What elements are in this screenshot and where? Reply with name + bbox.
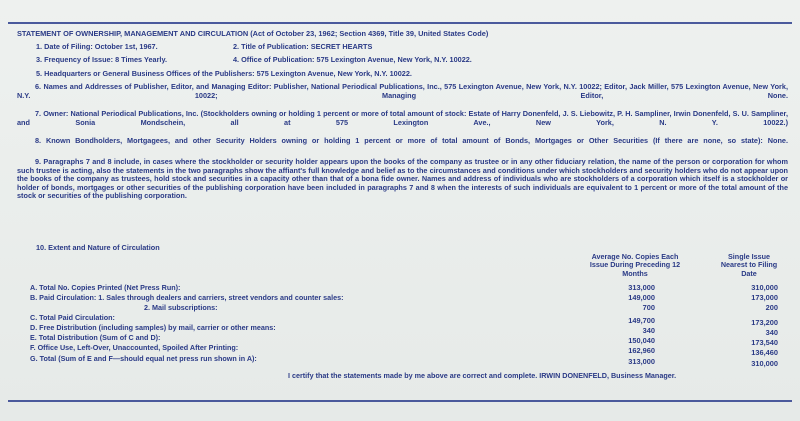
row-a-average: 313,000 [628,283,655,292]
row-c-label: C. Total Paid Circulation: [30,313,115,322]
row-g-single: 310,000 [751,359,778,368]
item-8 [17,137,788,154]
row-c-single: 173,200 [751,318,778,327]
col-average-heading: Average No. Copies Each Issue During Preceding 12 Months [589,252,681,278]
item-1: 1. Date of Filing: October 1st, 1967. [36,42,158,51]
row-c-average: 149,700 [628,316,655,325]
row-e-single: 173,540 [751,338,778,347]
row-b2-single: 200 [765,303,778,312]
row-b1-label: B. Paid Circulation: 1. Sales through dealers and carriers, street vendors and counter sales: [30,293,344,302]
item-4: 4. Office of Publication: 575 Lexington Avenue, New York, N.Y. 10022. [233,55,472,64]
row-a-label: A. Total No. Copies Printed (Net Press Run): [30,283,181,292]
item-6 [17,83,788,109]
circulation-heading: 10. Extent and Nature of Circulation [36,243,160,252]
row-b1-single: 173,000 [751,293,778,302]
row-b2-label: 2. Mail subscriptions: [144,303,218,312]
row-f-average: 162,960 [628,346,655,355]
row-g-average: 313,000 [628,357,655,366]
row-d-single: 340 [765,328,778,337]
row-e-label: E. Total Distribution (Sum of C and D): [30,333,161,342]
bottom-rule [8,400,792,402]
item-8-text: 8. Known Bondholders, Mortgagees, and other Security Holders owning or holding 1 percent or more of total amount of Bonds, Mortgages or Other Securities (If there are none, so state): None. [35,136,788,145]
certification: I certify that the statements made by me above are correct and complete. IRWIN DONENFELD, Business Manager. [288,371,677,380]
top-rule [8,22,792,24]
row-b1-average: 149,000 [628,293,655,302]
row-b2-average: 700 [642,303,655,312]
item-9 [17,158,788,201]
item-7 [17,110,788,136]
row-e-average: 150,040 [628,336,655,345]
row-f-label: F. Office Use, Left-Over, Unaccounted, Spoiled After Printing: [30,343,239,352]
col-single-heading: Single Issue Nearest to Filing Date [720,252,778,278]
item-5: 5. Headquarters or General Business Offices of the Publishers: 575 Lexington Avenue, New York, N.Y. 10022. [36,69,412,78]
item-7-text: 7. Owner: National Periodical Publications, Inc. (Stockholders owning or holding 1 percent or more of total amount of stock: Estate of Harry Donenfeld, J. S. Liebowitz, P. H. Sampliner, Irwin Donenfeld, S. U. Sampliner, and Sonia Mondschein, all at 575 Lexington Ave., New York, N. Y. 10022.) [17,109,788,127]
statement-title: STATEMENT OF OWNERSHIP, MANAGEMENT AND CIRCULATION (Act of October 23, 1962; Section 4369, Title 39, United States Code) [17,29,489,38]
item-3: 3. Frequency of Issue: 8 Times Yearly. [36,55,168,64]
row-d-average: 340 [642,326,655,335]
item-2: 2. Title of Publication: SECRET HEARTS [233,42,373,51]
row-f-single: 136,460 [751,348,778,357]
item-6-text: 6. Names and Addresses of Publisher, Editor, and Managing Editor: Publisher, National Periodical Publications, Inc., 575 Lexington Avenue, New York, N.Y. 10022; Editor, Jack Miller, 575 Lexington Avenue, New York, N.Y. 10022; Managing Editor, None. [17,82,788,100]
item-9-text: 9. Paragraphs 7 and 8 include, in cases where the stockholder or security holder appears upon the books of the company as trustee or in any other fiduciary relation, the name of the person or corporation for whom such trustee is acting, also the statements in the two paragraphs show the affiant's full knowledge and belief as to the circumstances and conditions under which stockholders and security holders who do not appear upon the books of the company as trustees, hold stock and securities in a capacity other than that of a bona fide owner. Names and address of individuals who are stockholders of a corporation which itself is a stockholder or holder of bonds, mortgages or other securities of the publishing corporation have been included in paragraphs 7 and 8 when the interests of such individuals are equivalent to 1 percent or more of the total amount of the stock or securities of the publishing corporation. [17,157,788,201]
row-d-label: D. Free Distribution (including samples) by mail, carrier or other means: [30,323,276,332]
row-a-single: 310,000 [751,283,778,292]
row-g-label: G. Total (Sum of E and F—should equal net press run shown in A): [30,354,257,363]
